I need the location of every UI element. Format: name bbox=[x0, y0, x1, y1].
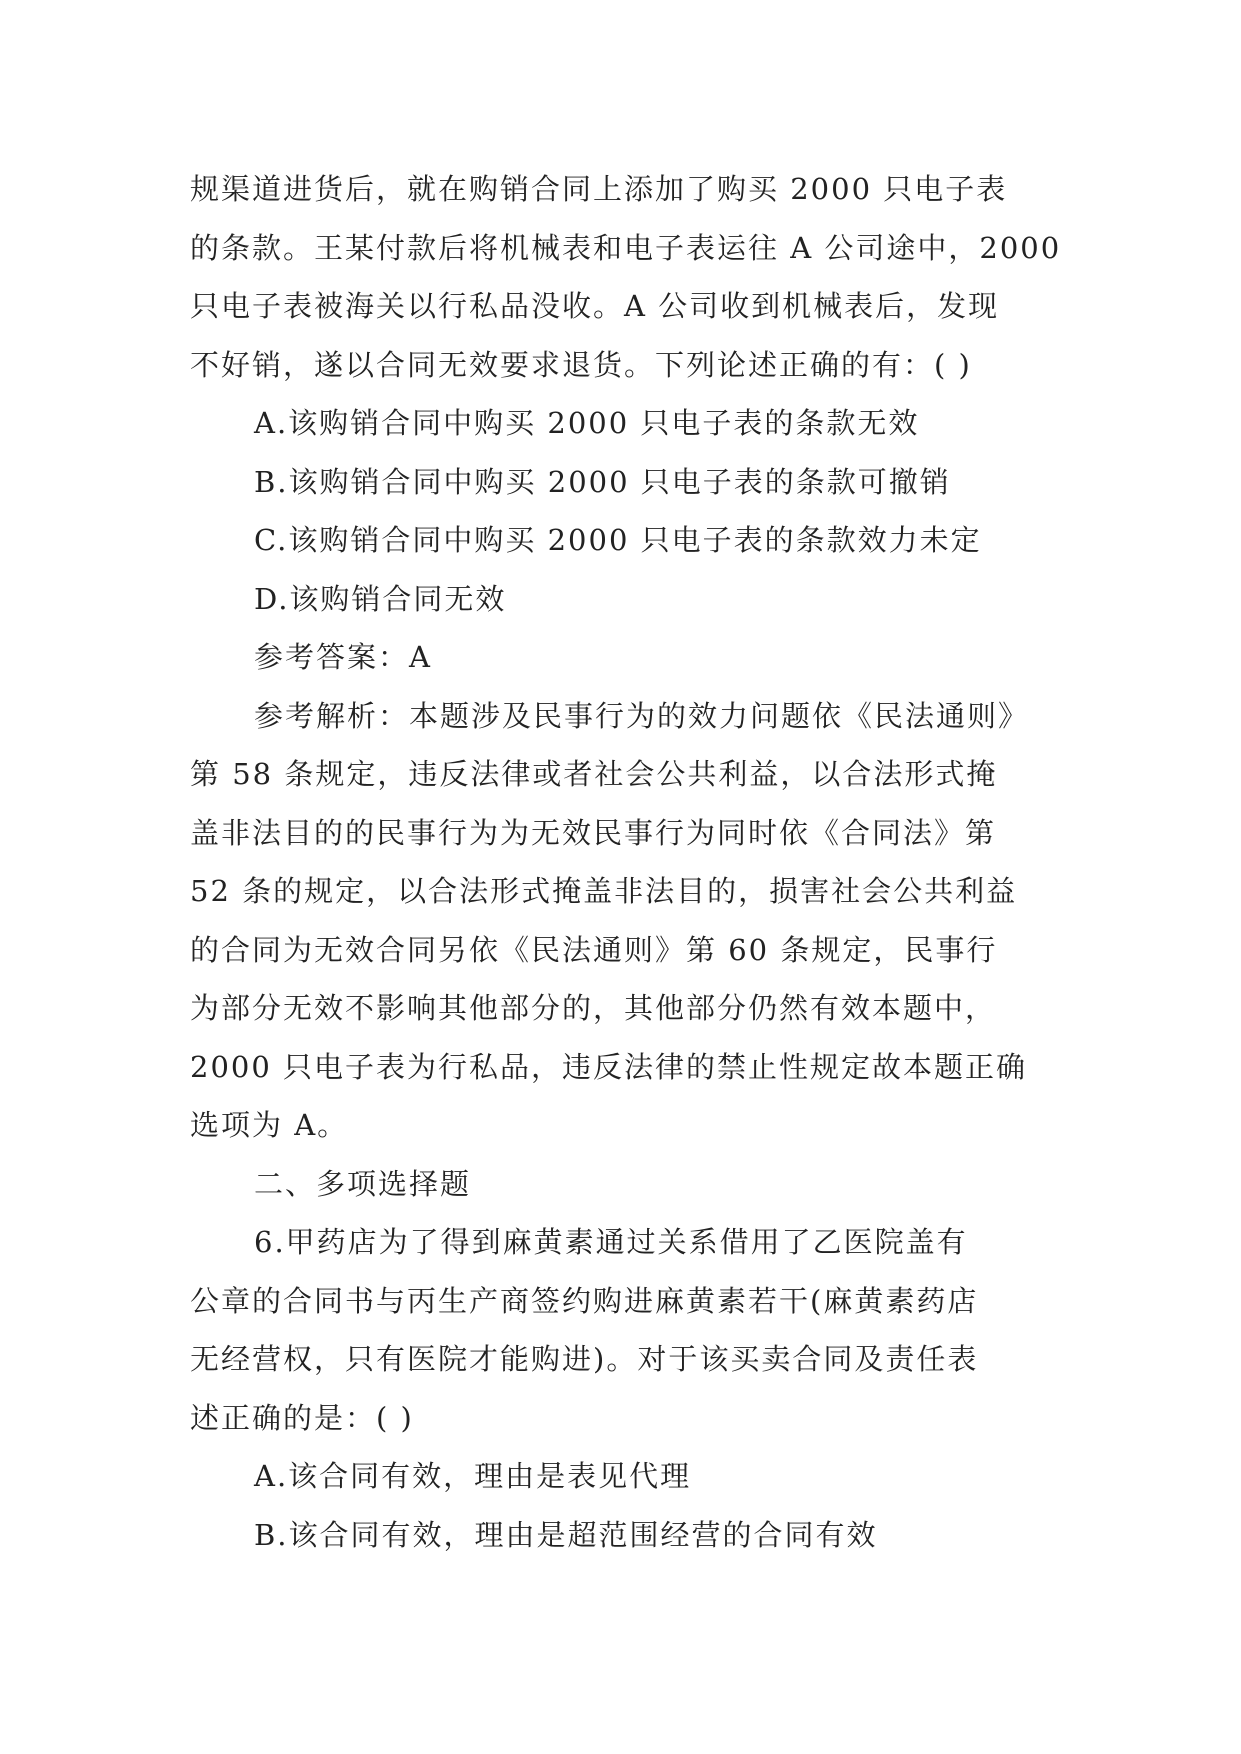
option-d: D.该购销合同无效 bbox=[254, 581, 507, 616]
explanation-line: 52 条的规定，以合法形式掩盖非法目的，损害社会公共利益 bbox=[190, 874, 1018, 908]
paragraph-line: 只电子表被海关以行私品没收。A 公司收到机械表后，发现 bbox=[190, 289, 1000, 323]
section-heading: 二、多项选择题 bbox=[254, 1166, 472, 1201]
option-c: C.该购销合同中购买 2000 只电子表的条款效力未定 bbox=[254, 523, 982, 557]
explanation-line: 选项为 A。 bbox=[190, 1108, 349, 1142]
option-a: A.该合同有效，理由是表见代理 bbox=[254, 1459, 692, 1493]
document-body bbox=[190, 160, 1060, 1564]
option-b: B.该购销合同中购买 2000 只电子表的条款可撤销 bbox=[254, 464, 951, 499]
reference-answer: 参考答案：A bbox=[254, 640, 432, 674]
question-stem-line: 公章的合同书与丙生产商签约购进麻黄素若干(麻黄素药店 bbox=[190, 1283, 979, 1318]
explanation-line: 的合同为无效合同另依《民法通则》第 60 条规定，民事行 bbox=[190, 932, 998, 967]
option-a: A.该购销合同中购买 2000 只电子表的条款无效 bbox=[254, 406, 920, 440]
paragraph-line: 规渠道进货后，就在购销合同上添加了购买 2000 只电子表 bbox=[190, 172, 1008, 206]
paragraph-line: 的条款。王某付款后将机械表和电子表运往 A 公司途中，2000 bbox=[190, 230, 1062, 265]
question-stem-line: 无经营权，只有医院才能购进)。对于该买卖合同及责任表 bbox=[190, 1342, 979, 1376]
option-b: B.该合同有效，理由是超范围经营的合同有效 bbox=[254, 1517, 878, 1552]
explanation-line: 盖非法目的的民事行为为无效民事行为同时依《合同法》第 bbox=[190, 815, 997, 850]
explanation-line: 参考解析：本题涉及民事行为的效力问题依《民法通则》 bbox=[254, 698, 1030, 733]
explanation-line: 2000 只电子表为行私品，违反法律的禁止性规定故本题正确 bbox=[190, 1049, 1028, 1084]
explanation-line: 第 58 条规定，违反法律或者社会公共利益，以合法形式掩 bbox=[190, 757, 998, 791]
question-stem-line: 述正确的是：( ) bbox=[190, 1400, 414, 1435]
explanation-line: 为部分无效不影响其他部分的，其他部分仍然有效本题中， bbox=[190, 991, 997, 1025]
question-stem-line: 不好销，遂以合同无效要求退货。下列论述正确的有：( ) bbox=[190, 347, 972, 382]
question-stem-line: 6.甲药店为了得到麻黄素通过关系借用了乙医院盖有 bbox=[254, 1225, 968, 1259]
